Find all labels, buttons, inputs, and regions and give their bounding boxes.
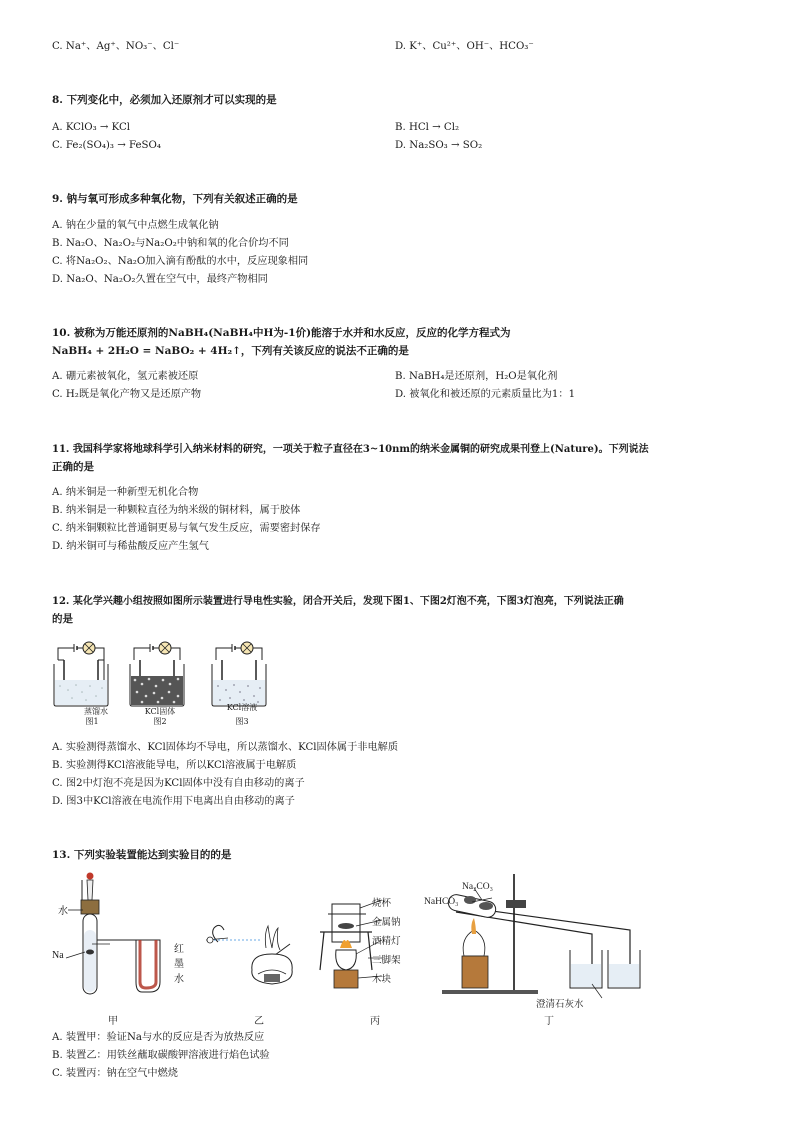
q13-option-c: C. 装置丙：钠在空气中燃烧 [52,1068,178,1079]
figure3-number: 图3 [235,717,249,726]
q13-apparatus-figures [52,870,632,1010]
q7-option-c: C. Na⁺、Ag⁺、NO₃⁻、Cl⁻ [52,41,180,52]
q8-option-d: D. Na₂SO₃ → SO₂ [395,140,483,151]
yi-caption: 乙 [254,1016,264,1027]
q12-option-a: A. 实验测得蒸馏水、KCl固体均不导电，所以蒸馏水、KCl固体属于非电解质 [52,742,399,753]
q13-stem: 13. 下列实验装置能达到实验目的的是 [52,849,232,861]
q10-option-c: C. H₂既是氧化产物又是还原产物 [52,389,202,400]
q9-option-c: C. 将Na₂O₂、Na₂O加入滴有酚酞的水中，反应现象相同 [52,256,309,267]
bing-sodium-label: 金属钠 [372,918,401,928]
figure1-number: 图1 [85,717,99,726]
q10-stem-line2: NaBH₄ + 2H₂O = NaBO₂ + 4H₂↑，下列有关该反应的说法不正确的是 [52,345,409,357]
jia-water-label: 水 [58,906,68,917]
q8-option-b: B. HCl → Cl₂ [395,122,460,133]
bing-alcohol-lamp-label: 酒精灯 [372,937,401,947]
figure3-kcl-solution-apparatus [212,642,266,706]
apparatus-jia-test-tube-u-tube [66,873,160,995]
q8-stem: 8. 下列变化中，必须加入还原剂才可以实现的是 [52,94,277,106]
bing-wood-block-label: 木块 [372,975,392,985]
q7-option-d: D. K⁺、Cu²⁺、OH⁻、HCO₃⁻ [395,41,534,52]
q9-option-d: D. Na₂O、Na₂O₂久置在空气中，最终产物相同 [52,274,268,285]
q11-option-d: D. 纳米铜可与稀盐酸反应产生氢气 [52,541,209,552]
bing-beaker-label: 烧杯 [372,899,392,909]
q12-stem-line1: 12. 某化学兴趣小组按照如图所示装置进行导电性实验，闭合开关后，发现下图1、下图2灯泡不亮，下图3灯泡亮，下列说法正确 [52,596,624,607]
jia-na-label: Na [52,950,64,961]
ding-nahco3-label: NaHCO₃ [424,897,459,907]
q10-stem-line1: 10. 被称为万能还原剂的NaBH₄(NaBH₄中H为-1价)能溶于水并和水反应，反应的化学方程式为 [52,327,511,339]
apparatus-yi-flame-test [206,925,292,984]
bing-tripod-label: 三脚架 [372,956,401,966]
q9-stem: 9. 钠与氧可形成多种氧化物，下列有关叙述正确的是 [52,193,298,205]
jia-caption: 甲 [108,1016,118,1027]
figure3-label: KCl溶液 [226,703,258,712]
q9-option-b: B. Na₂O、Na₂O₂与Na₂O₂中钠和氧的化合价均不同 [52,238,289,249]
q13-option-b: B. 装置乙：用铁丝蘸取碳酸钾溶液进行焰色试验 [52,1050,270,1061]
q12-option-c: C. 图2中灯泡不亮是因为KCl固体中没有自由移动的离子 [52,778,305,789]
q12-stem-line2: 的是 [52,613,73,625]
jia-red-ink-label-3: 水 [174,974,184,985]
q13-option-a: A. 装置甲：验证Na与水的反应是否为放热反应 [52,1032,265,1043]
ding-caption: 丁 [544,1016,554,1027]
q10-option-a: A. 硼元素被氧化，氢元素被还原 [52,371,199,382]
bing-caption: 丙 [370,1016,380,1027]
q8-option-a: A. KClO₃ → KCl [52,122,131,133]
ding-limewater-label: 澄清石灰水 [536,1000,584,1010]
q11-option-c: C. 纳米铜颗粒比普通铜更易与氧气发生反应，需要密封保存 [52,523,321,534]
q11-stem-line2: 正确的是 [52,461,94,473]
apparatus-ding-bicarbonate-decomposition [442,874,640,998]
jia-red-ink-label-1: 红 [174,944,184,955]
figure1-label: 蒸馏水 [84,707,108,716]
q12-option-d: D. 图3中KCl溶液在电流作用下电离出自由移动的离子 [52,796,295,807]
q11-option-b: B. 纳米铜是一种颗粒直径为纳米级的铜材料，属于胶体 [52,505,301,516]
q8-option-c: C. Fe₂(SO₄)₃ → FeSO₄ [52,140,161,151]
q11-option-a: A. 纳米铜是一种新型无机化合物 [52,487,199,498]
q10-option-d: D. 被氧化和被还原的元素质量比为1：1 [395,389,576,400]
jia-red-ink-label-2: 墨 [174,959,184,970]
figure2-label: KCl固体 [144,707,176,716]
q11-stem-line1: 11. 我国科学家将地球科学引入纳米材料的研究，一项关于粒子直径在3~10nm的纳米金属铜的研究成果刊登上(Nature)。下列说法 [52,444,649,455]
q10-option-b: B. NaBH₄是还原剂，H₂O是氧化剂 [395,371,558,382]
figure2-kcl-solid-apparatus [130,642,184,706]
q9-option-a: A. 钠在少量的氧气中点燃生成氧化钠 [52,220,219,231]
figure2-number: 图2 [153,717,167,726]
figure1-distilled-water-apparatus [54,642,108,706]
q12-option-b: B. 实验测得KCl溶液能导电，所以KCl溶液属于电解质 [52,760,297,771]
ding-na2co3-label: Na₂CO₃ [462,882,493,892]
